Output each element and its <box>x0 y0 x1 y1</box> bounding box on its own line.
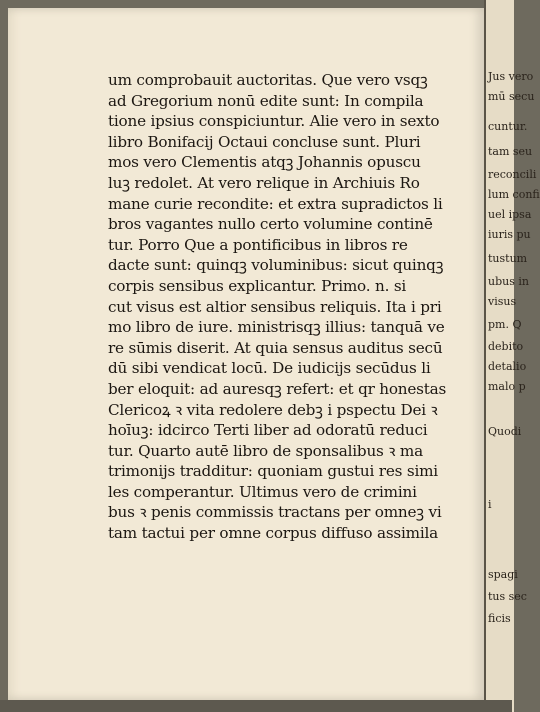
adjacent-page-line: tam seu <box>488 145 533 158</box>
bottom-edge <box>0 700 512 712</box>
text-line: Clericoꝝ ꝛ vita redolere debꝫ i pspectu Dei ꝛ <box>108 400 438 419</box>
text-line: um comprobauit auctoritas. Que vero vsqꝫ <box>108 71 428 89</box>
text-line: re sūmis diserit. At quia sensus auditus secū <box>108 338 443 357</box>
text-line: cut visus est altior sensibus reliquis. Ita i pri <box>108 297 442 316</box>
adjacent-page-line: i <box>488 498 492 511</box>
text-line: bus ꝛ penis commissis tractans per omneꝫ vi <box>108 503 442 522</box>
adjacent-page-line: reconcili <box>488 168 537 181</box>
adjacent-page-line: visus <box>488 295 517 308</box>
adjacent-page-line: ficis <box>488 612 511 625</box>
adjacent-page-line: Jus vero <box>488 70 534 83</box>
text-line: mos vero Clementis atqꝫ Johannis opuscu <box>108 153 421 172</box>
text-line: tur. Quarto autē libro de sponsalibus ꝛ ma <box>108 441 423 460</box>
text-line: tione ipsius conspiciuntur. Alie vero in sexto <box>108 112 440 131</box>
adjacent-page-line: malo p <box>488 380 526 393</box>
text-line: corpis sensibus explicantur. Primo. n. si <box>108 276 407 295</box>
adjacent-page-line: tus sec <box>488 590 527 603</box>
adjacent-page-line: Quodi <box>488 425 522 438</box>
text-line: mane curie recondite: et extra supradictos li <box>108 194 443 213</box>
text-line: tur. Porro Que a pontificibus in libros re <box>108 235 408 254</box>
adjacent-page-line: ubus in <box>488 275 529 288</box>
text-line: mo libro de iure. ministrisqꝫ illius: tanquā ve <box>108 318 445 337</box>
text-line: bros vagantes nullo certo volumine continē <box>108 215 433 234</box>
text-line: luꝫ redolet. At vero relique in Archiuis Ro <box>108 173 420 192</box>
text-block <box>108 70 470 544</box>
adjacent-page-line: spagi <box>488 568 518 581</box>
adjacent-page-line: lum confi <box>488 188 540 201</box>
text-line: ad Gregorium nonū edite sunt: In compila <box>108 91 424 110</box>
adjacent-page-edge <box>484 0 540 712</box>
text-line: dū sibi vendicat locū. De iudicijs secūdus li <box>108 359 431 378</box>
adjacent-page-line: pm. Q <box>488 318 522 331</box>
adjacent-page-line: tustum <box>488 252 528 265</box>
adjacent-page-line: iuris pu <box>488 228 531 241</box>
adjacent-page-line: cuntur. <box>488 120 528 133</box>
text-line: libro Bonifacij Octaui concluse sunt. Pluri <box>108 132 421 151</box>
adjacent-page-line: mū secu <box>488 90 535 103</box>
text-line: dacte sunt: quinqꝫ voluminibus: sicut quinqꝫ <box>108 256 444 275</box>
book-page <box>8 8 484 700</box>
adjacent-page-line: detalio <box>488 360 527 373</box>
text-line: trimonijs tradditur: quoniam gustui res simi <box>108 462 438 481</box>
text-line: les comperantur. Ultimus vero de crimini <box>108 482 417 501</box>
adjacent-page-line: uel ipsa <box>488 208 532 221</box>
text-line: ber eloquit: ad auresqꝫ refert: et qr honestas <box>108 379 447 398</box>
text-line: tam tactui per omne corpus diffuso assimila <box>108 524 439 543</box>
text-line: hoīuꝫ: idcirco Terti liber ad odoratū reduci <box>108 421 428 440</box>
adjacent-page-line: debito <box>488 340 524 353</box>
